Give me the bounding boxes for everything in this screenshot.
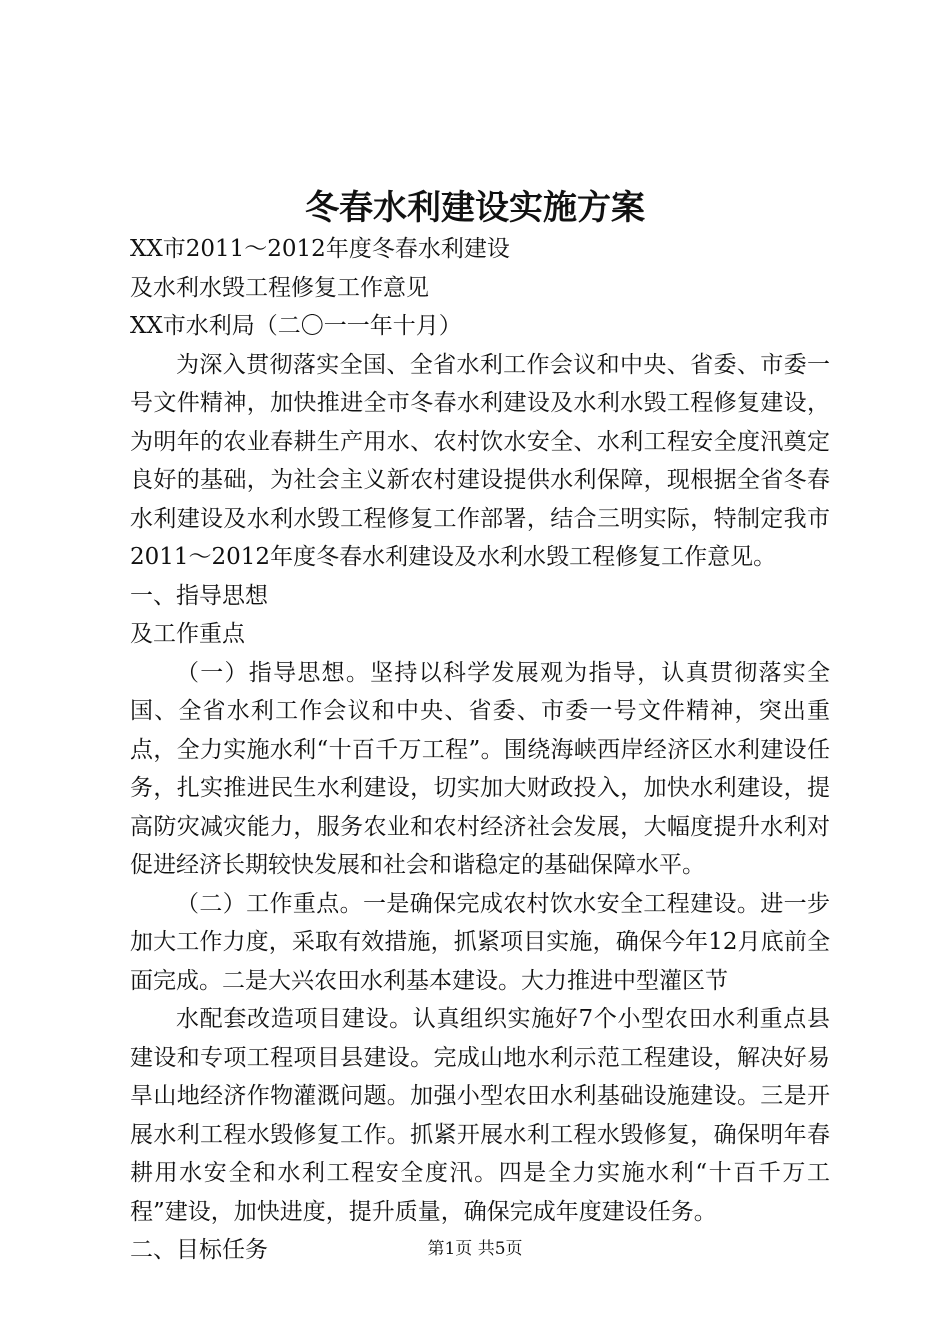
paragraph: （一）指导思想。坚持以科学发展观为指导，认真贯彻落实全国、全省水利工作会议和中央、省委、市委一号文件精神，突出重点，全力实施水利“十百千万工程”。围绕海峡西岸经济区水利建设任务，扎实推进民生水利建设，切实加大财政投入，加快水利建设，提高防灾减灾能力，服务农业和农村经济社会发展，大幅度提升水利对促进经济长期较快发展和社会和谐稳定的基础保障水平。 <box>130 659 830 878</box>
page-number-footer: 第1页 共5页 <box>427 1239 523 1259</box>
section-heading: 二、目标任务 <box>130 1237 268 1263</box>
document-body <box>130 230 830 1270</box>
section-heading: 及工作重点 <box>130 621 245 647</box>
paragraph: （二）工作重点。一是确保完成农村饮水安全工程建设。进一步加大工作力度，采取有效措施，抓紧项目实施，确保今年12月底前全面完成。二是大兴农田水利基本建设。大力推进中型灌区节 <box>130 890 830 994</box>
section-heading: 一、指导思想 <box>130 582 268 609</box>
document-title: 冬春水利建设实施方案 <box>305 188 645 228</box>
paragraph: XX市水利局（二〇一一年十月） <box>130 313 462 339</box>
paragraph: 为深入贯彻落实全国、全省水利工作会议和中央、省委、市委一号文件精神，加快推进全市冬春水利建设及水利水毁工程修复建设，为明年的农业春耕生产用水、农村饮水安全、水利工程安全度汛奠定良好的基础，为社会主义新农村建设提供水利保障，现根据全省冬春水利建设及水利水毁工程修复工作部署，结合三明实际，特制定我市2011～2012年度冬春水利建设及水利水毁工程修复工作意见。 <box>130 351 830 570</box>
paragraph: 水配套改造项目建设。认真组织实施好7个小型农田水利重点县建设和专项工程项目县建设。完成山地水利示范工程建设，解决好易旱山地经济作物灌溉问题。加强小型农田水利基础设施建设。三是开展水利工程水毁修复工作。抓紧开展水利工程水毁修复，确保明年春耕用水安全和水利工程安全度汛。四是全力实施水利“十百千万工程”建设，加快进度，提升质量，确保完成年度建设任务。 <box>130 1006 830 1225</box>
paragraph: 及水利水毁工程修复工作意见 <box>130 274 429 301</box>
paragraph: XX市2011～2012年度冬春水利建设 <box>130 236 510 262</box>
